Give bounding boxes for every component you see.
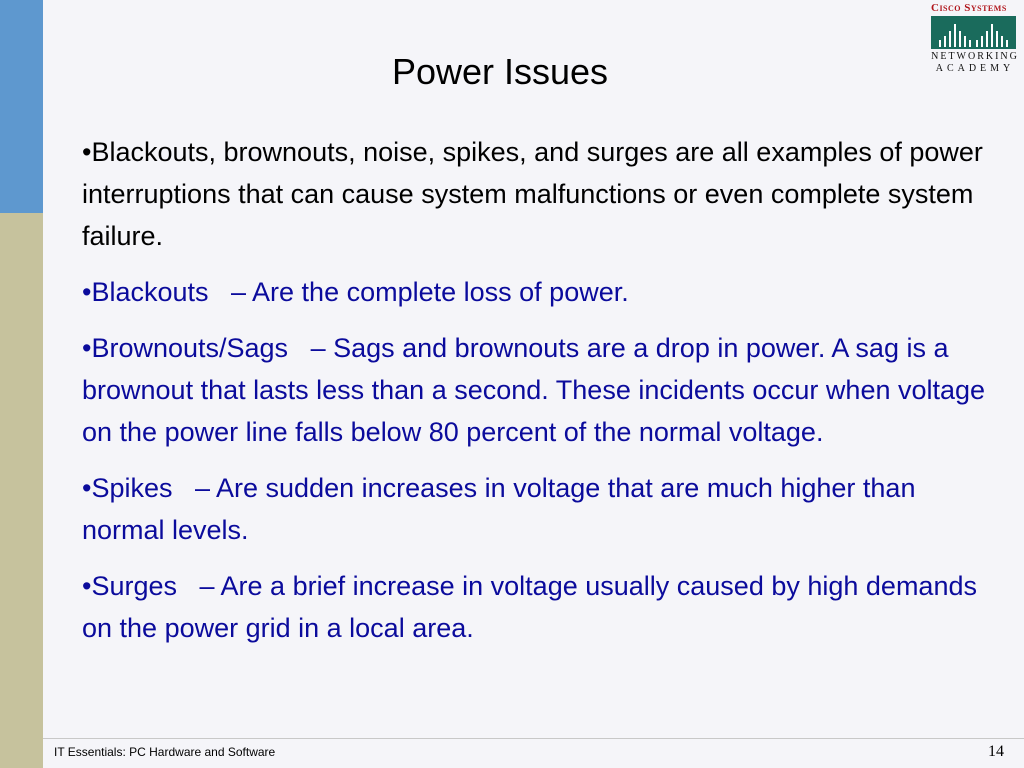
- logo-line-networking: NETWORKING: [931, 51, 1019, 62]
- bullet-brownouts: •Brownouts/Sags – Sags and brownouts are a drop in power. A sag is a brownout that lasts less than a second. These incidents occur when voltage on the power line falls below 80 percent of the normal voltage.: [82, 333, 993, 447]
- logo-brand-text: Cisco Systems: [931, 2, 1007, 14]
- bridge-icon: [931, 16, 1016, 49]
- sidebar-accent-blue: [0, 0, 43, 213]
- sidebar-accent-olive: [0, 213, 43, 768]
- bullet-blackouts: •Blackouts – Are the complete loss of power.: [82, 277, 629, 307]
- page-number: 14: [988, 743, 1004, 760]
- bullet-spikes: •Spikes – Are sudden increases in voltage that are much higher than normal levels.: [82, 473, 923, 545]
- logo-line-academy: ACADEMY: [935, 63, 1015, 74]
- bullet-intro: •Blackouts, brownouts, noise, spikes, and surges are all examples of power interruptions that can cause system malfunctions or even complete system failure.: [82, 137, 983, 251]
- slide-title: Power Issues: [391, 51, 609, 92]
- footer-divider: [43, 738, 1024, 739]
- slide-body: [82, 131, 997, 663]
- footer-course-title: IT Essentials: PC Hardware and Software: [54, 745, 276, 759]
- bullet-surges: •Surges – Are a brief increase in voltage usually caused by high demands on the power grid in a local area.: [82, 571, 985, 643]
- logo-bridge-graphic: [931, 16, 1016, 49]
